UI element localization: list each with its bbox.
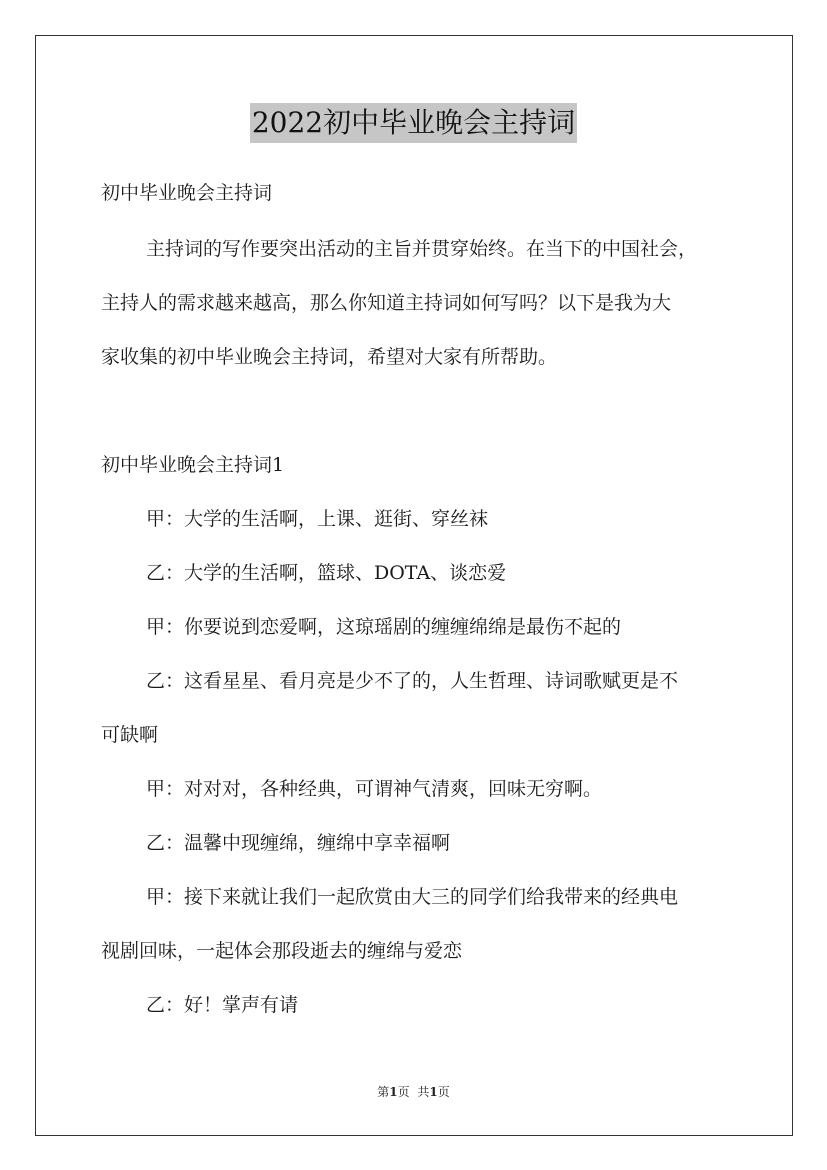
total-pages-number: 1 bbox=[429, 1085, 438, 1099]
dialogue-line: 乙：好！掌声有请 bbox=[146, 994, 299, 1016]
dialogue-line: 甲：你要说到恋爱啊，这琼瑶剧的缠缠绵绵是最伤不起的 bbox=[146, 616, 622, 638]
intro-line: 家收集的初中毕业晚会主持词，希望对大家有所帮助。 bbox=[101, 346, 558, 368]
dialogue-line: 甲：接下来就让我们一起欣赏由大三的同学们给我带来的经典电 bbox=[146, 886, 679, 908]
dialogue-line: 甲：对对对，各种经典，可谓神气清爽，回味无穷啊。 bbox=[146, 778, 603, 800]
footer-page-unit: 页 bbox=[397, 1085, 410, 1099]
dialogue-line: 乙：温馨中现缠绵，缠绵中享幸福啊 bbox=[146, 832, 451, 854]
page-footer bbox=[0, 1084, 827, 1100]
title-container bbox=[0, 103, 827, 143]
footer-total-unit: 页 bbox=[437, 1085, 450, 1099]
current-page-number: 1 bbox=[389, 1085, 398, 1099]
dialogue-line: 乙：大学的生活啊，篮球、DOTA、谈恋爱 bbox=[146, 562, 507, 584]
intro-line: 主持词的写作要突出活动的主旨并贯穿始终。在当下的中国社会， bbox=[146, 238, 698, 260]
document-title: 2022初中毕业晚会主持词 bbox=[250, 103, 577, 143]
dialogue-line: 乙：这看星星、看月亮是少不了的，人生哲理、诗词歌赋更是不 bbox=[146, 670, 679, 692]
dialogue-line: 甲：大学的生活啊，上课、逛街、穿丝袜 bbox=[146, 508, 489, 530]
section-heading: 初中毕业晚会主持词1 bbox=[101, 454, 285, 476]
footer-total-prefix: 共 bbox=[417, 1085, 430, 1099]
dialogue-line: 可缺啊 bbox=[101, 724, 159, 746]
dialogue-line: 视剧回味，一起体会那段逝去的缠绵与爱恋 bbox=[101, 940, 463, 962]
intro-line: 主持人的需求越来越高，那么你知道主持词如何写吗？以下是我为大 bbox=[101, 292, 672, 314]
footer-prefix: 第 bbox=[377, 1085, 390, 1099]
document-subtitle: 初中毕业晚会主持词 bbox=[101, 182, 273, 204]
